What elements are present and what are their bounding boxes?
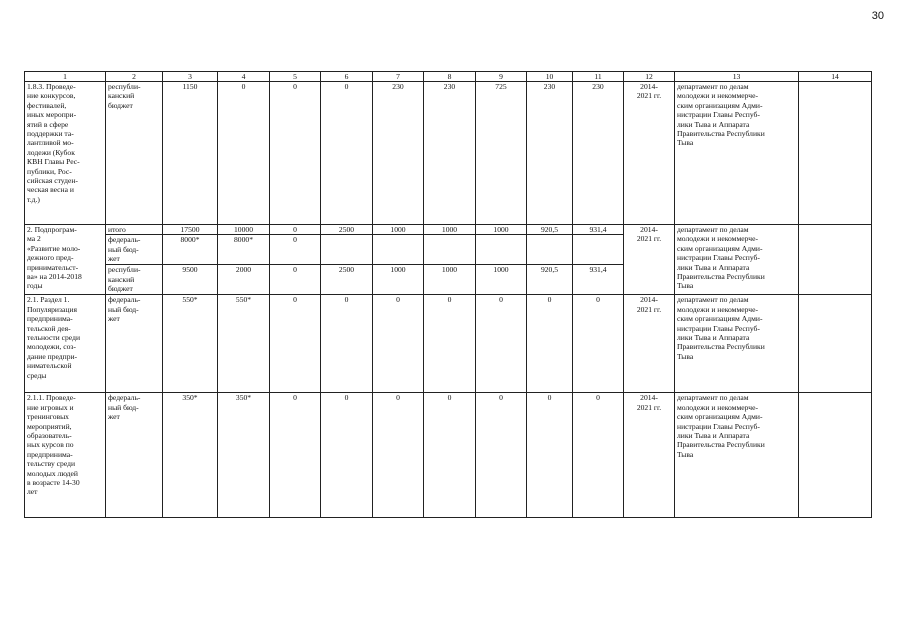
value-cell: 2500 xyxy=(321,225,373,235)
value-cell: 0 xyxy=(321,82,373,225)
value-cell: 230 xyxy=(527,82,573,225)
period-cell: 2014- 2021 гг. xyxy=(624,82,675,225)
header-cell: 1 xyxy=(25,72,106,82)
value-cell: 725 xyxy=(476,82,527,225)
note-cell xyxy=(799,82,872,225)
executor-cell: департамент по делам молодежи и некоммерче- ским организациям Адми- нистрации Главы Респуб- лики Тыва и Аппарата Правительства Республики Тыва xyxy=(675,225,799,295)
value-cell: 0 xyxy=(527,295,573,393)
funding-source: итого xyxy=(106,225,163,235)
value-cell xyxy=(573,235,624,265)
value-cell: 550* xyxy=(218,295,270,393)
header-cell: 11 xyxy=(573,72,624,82)
header-cell: 5 xyxy=(270,72,321,82)
value-cell: 230 xyxy=(373,82,424,225)
value-cell: 0 xyxy=(527,393,573,518)
table-row xyxy=(25,393,872,518)
value-cell: 0 xyxy=(373,393,424,518)
row-name: 2.1.1. Проведе- ние игровых и тренинговых мероприятий, образователь- ных курсов по предпринима- тельству среди молодых людей в возрасте 14-30 лет xyxy=(25,393,106,518)
note-cell xyxy=(799,295,872,393)
value-cell xyxy=(321,235,373,265)
value-cell: 1000 xyxy=(424,225,476,235)
funding-source: республи- канский бюджет xyxy=(106,265,163,295)
budget-table xyxy=(24,71,872,518)
value-cell: 9500 xyxy=(163,265,218,295)
value-cell: 230 xyxy=(573,82,624,225)
value-cell: 1000 xyxy=(476,265,527,295)
value-cell: 0 xyxy=(573,295,624,393)
period-cell: 2014- 2021 гг. xyxy=(624,295,675,393)
executor-cell: департамент по делам молодежи и некоммерче- ским организациям Адми- нистрации Главы Респуб- лики Тыва и Аппарата Правительства Республики Тыва xyxy=(675,82,799,225)
value-cell: 350* xyxy=(163,393,218,518)
value-cell: 1000 xyxy=(424,265,476,295)
value-cell: 0 xyxy=(270,235,321,265)
executor-cell: департамент по делам молодежи и некоммерче- ским организациям Адми- нистрации Главы Респуб- лики Тыва и Аппарата Правительства Республики Тыва xyxy=(675,393,799,518)
value-cell xyxy=(476,235,527,265)
value-cell: 17500 xyxy=(163,225,218,235)
value-cell: 0 xyxy=(476,295,527,393)
value-cell xyxy=(527,235,573,265)
row-name: 2.1. Раздел 1. Популяризация предпринима- тельской дея- тельности среди молодежи, соз- дание предпри- нимательской среды xyxy=(25,295,106,393)
value-cell: 0 xyxy=(321,393,373,518)
header-cell: 6 xyxy=(321,72,373,82)
value-cell: 1000 xyxy=(373,225,424,235)
value-cell: 0 xyxy=(270,393,321,518)
value-cell: 0 xyxy=(373,295,424,393)
value-cell: 1000 xyxy=(476,225,527,235)
value-cell: 0 xyxy=(476,393,527,518)
value-cell: 0 xyxy=(218,82,270,225)
row-name: 1.8.3. Проведе- ние конкурсов, фестивалей, иных меропри- ятий в сфере поддержки та- лантливой мо- лодежи (Кубок КВН Главы Рес- публики, Рос- сийская студен- ческая весна и т.д.) xyxy=(25,82,106,225)
value-cell: 8000* xyxy=(218,235,270,265)
value-cell: 920,5 xyxy=(527,265,573,295)
value-cell xyxy=(424,235,476,265)
header-cell: 7 xyxy=(373,72,424,82)
header-cell: 4 xyxy=(218,72,270,82)
value-cell: 0 xyxy=(573,393,624,518)
page-number: 30 xyxy=(871,10,884,22)
executor-cell: департамент по делам молодежи и некоммерче- ским организациям Адми- нистрации Главы Респуб- лики Тыва и Аппарата Правительства Республики Тыва xyxy=(675,295,799,393)
value-cell: 0 xyxy=(424,295,476,393)
header-row xyxy=(25,72,872,82)
value-cell: 550* xyxy=(163,295,218,393)
funding-source: республи- канский бюджет xyxy=(106,82,163,225)
header-cell: 8 xyxy=(424,72,476,82)
funding-source: федераль- ный бюд- жет xyxy=(106,393,163,518)
value-cell: 1000 xyxy=(373,265,424,295)
period-cell: 2014- 2021 гг. xyxy=(624,225,675,295)
value-cell: 0 xyxy=(270,225,321,235)
header-cell: 3 xyxy=(163,72,218,82)
value-cell: 0 xyxy=(270,295,321,393)
value-cell xyxy=(373,235,424,265)
table-row xyxy=(25,295,872,393)
header-cell: 2 xyxy=(106,72,163,82)
value-cell: 931,4 xyxy=(573,265,624,295)
value-cell: 1150 xyxy=(163,82,218,225)
header-cell: 14 xyxy=(799,72,872,82)
value-cell: 0 xyxy=(270,82,321,225)
value-cell: 2500 xyxy=(321,265,373,295)
value-cell: 0 xyxy=(424,393,476,518)
header-cell: 13 xyxy=(675,72,799,82)
note-cell xyxy=(799,225,872,295)
header-cell: 12 xyxy=(624,72,675,82)
table-row xyxy=(25,82,872,225)
table-row xyxy=(25,225,872,235)
value-cell: 920,5 xyxy=(527,225,573,235)
funding-source: федераль- ный бюд- жет xyxy=(106,235,163,265)
value-cell: 2000 xyxy=(218,265,270,295)
value-cell: 931,4 xyxy=(573,225,624,235)
row-name: 2. Подпрограм- ма 2 «Развитие моло- дежного пред- принимательст- ва» на 2014-2018 годы xyxy=(25,225,106,295)
header-cell: 10 xyxy=(527,72,573,82)
value-cell: 0 xyxy=(270,265,321,295)
value-cell: 10000 xyxy=(218,225,270,235)
header-cell: 9 xyxy=(476,72,527,82)
value-cell: 230 xyxy=(424,82,476,225)
value-cell: 8000* xyxy=(163,235,218,265)
value-cell: 350* xyxy=(218,393,270,518)
value-cell: 0 xyxy=(321,295,373,393)
funding-source: федераль- ный бюд- жет xyxy=(106,295,163,393)
note-cell xyxy=(799,393,872,518)
period-cell: 2014- 2021 гг. xyxy=(624,393,675,518)
